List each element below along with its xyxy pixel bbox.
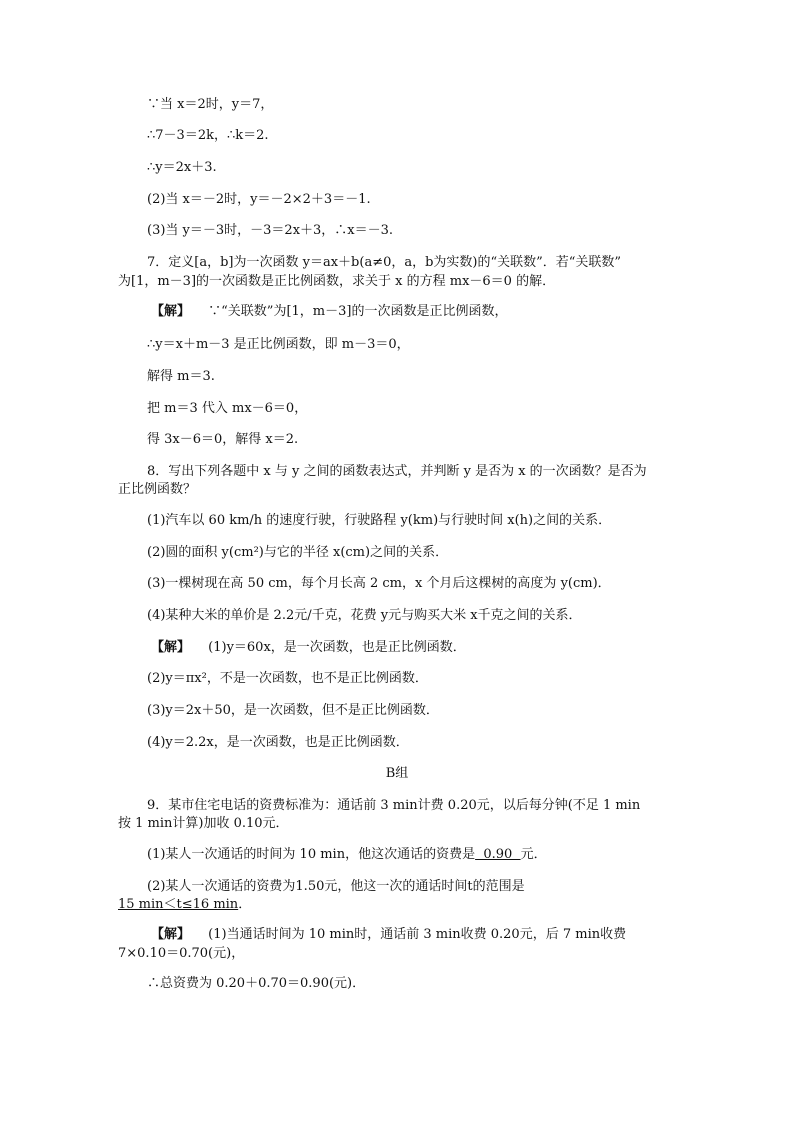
question-9-line-2: 按 1 min计算)加收 0.10元． bbox=[118, 816, 289, 831]
solution-line: ∴7－3＝2k，∴k＝2. bbox=[147, 128, 269, 143]
solution-line: 把 m＝3 代入 mx－6＝0， bbox=[147, 401, 308, 416]
solution-line: 解得 m＝3. bbox=[147, 369, 215, 384]
question-8-item-4: (4)某种大米的单价是 2.2元/千克，花费 y元与购买大米 x千克之间的关系． bbox=[147, 608, 582, 623]
solution-label bbox=[151, 303, 507, 321]
solution-line: 得 3x－6＝0，解得 x＝2. bbox=[147, 432, 299, 447]
solution-line: (2)当 x＝－2时，y＝－2×2＋3＝－1. bbox=[147, 192, 371, 207]
answer-blank: 15 min＜t≤16 min bbox=[118, 897, 239, 912]
solution-line: ∴总资费为 0.20＋0.70＝0.90(元)． bbox=[147, 976, 366, 991]
solution-line: (3)当 y＝－3时，－3＝2x＋3，∴x＝－3. bbox=[147, 223, 394, 238]
solution-line: (3)y＝2x＋50，是一次函数，但不是正比例函数． bbox=[147, 703, 439, 718]
question-8-line-2: 正比例函数？ bbox=[118, 482, 197, 497]
question-7-line-1: 7．定义[a，b]为一次函数 y＝ax＋b(a≠0，a，b为实数)的“关联数”．若“关联数” bbox=[147, 255, 622, 270]
question-7-line-2: 为[1，m－3]的一次函数是正比例函数，求关于 x 的方程 mx－6＝0 的解． bbox=[118, 274, 556, 289]
solution-line: (2)y＝πx²，不是一次函数，也不是正比例函数． bbox=[147, 671, 428, 686]
solution-line: 7×0.10＝0.70(元)， bbox=[118, 946, 245, 961]
section-heading: B组 bbox=[385, 766, 409, 781]
answer-line bbox=[118, 896, 251, 914]
question-8-item-2: (2)圆的面积 y(cm²)与它的半径 x(cm)之间的关系． bbox=[147, 545, 449, 560]
question-text: 元． bbox=[520, 847, 547, 862]
question-9-line-1: 9．某市住宅电话的资费标准为：通话前 3 min计费 0.20元，以后每分钟(不足 1 min bbox=[147, 798, 641, 813]
solution-text: ∵“关联数”为[1，m－3]的一次函数是正比例函数， bbox=[208, 304, 508, 319]
solution-label-text: 【解】 bbox=[151, 927, 191, 942]
question-9-item-1 bbox=[147, 846, 547, 864]
solution-line: ∴y＝x＋m－3 是正比例函数，即 m－3＝0， bbox=[147, 337, 410, 352]
solution-line: ∵当 x＝2时，y＝7， bbox=[147, 97, 274, 112]
solution-text: (1)y＝60x，是一次函数，也是正比例函数． bbox=[208, 640, 466, 655]
solution-label bbox=[151, 639, 466, 657]
question-8-item-3: (3)一棵树现在高 50 cm，每个月长高 2 cm，x 个月后这棵树的高度为 y(cm)． bbox=[147, 576, 611, 591]
solution-label-text: 【解】 bbox=[151, 640, 191, 655]
question-8-item-1: (1)汽车以 60 km/h 的速度行驶，行驶路程 y(km)与行驶时间 x(h)之间的关系． bbox=[147, 513, 612, 528]
question-8-line-1: 8．写出下列各题中 x 与 y 之间的函数表达式，并判断 y 是否为 x 的一次函数？是否为 bbox=[147, 464, 647, 479]
solution-line: ∴y＝2x＋3. bbox=[147, 160, 217, 175]
solution-text: (1)当通话时间为 10 min时，通话前 3 min收费 0.20元，后 7 min收费 bbox=[208, 927, 627, 942]
question-text: ． bbox=[238, 897, 252, 912]
question-text: (1)某人一次通话的时间为 10 min，他这次通话的资费是 bbox=[147, 847, 476, 862]
solution-label-text: 【解】 bbox=[151, 304, 191, 319]
answer-blank: 0.90 bbox=[475, 847, 521, 862]
question-9-item-2: (2)某人一次通话的资费为1.50元，他这一次的通话时间t的范围是 bbox=[147, 879, 525, 894]
solution-line: (4)y＝2.2x，是一次函数，也是正比例函数． bbox=[147, 735, 409, 750]
solution-label bbox=[151, 926, 626, 944]
